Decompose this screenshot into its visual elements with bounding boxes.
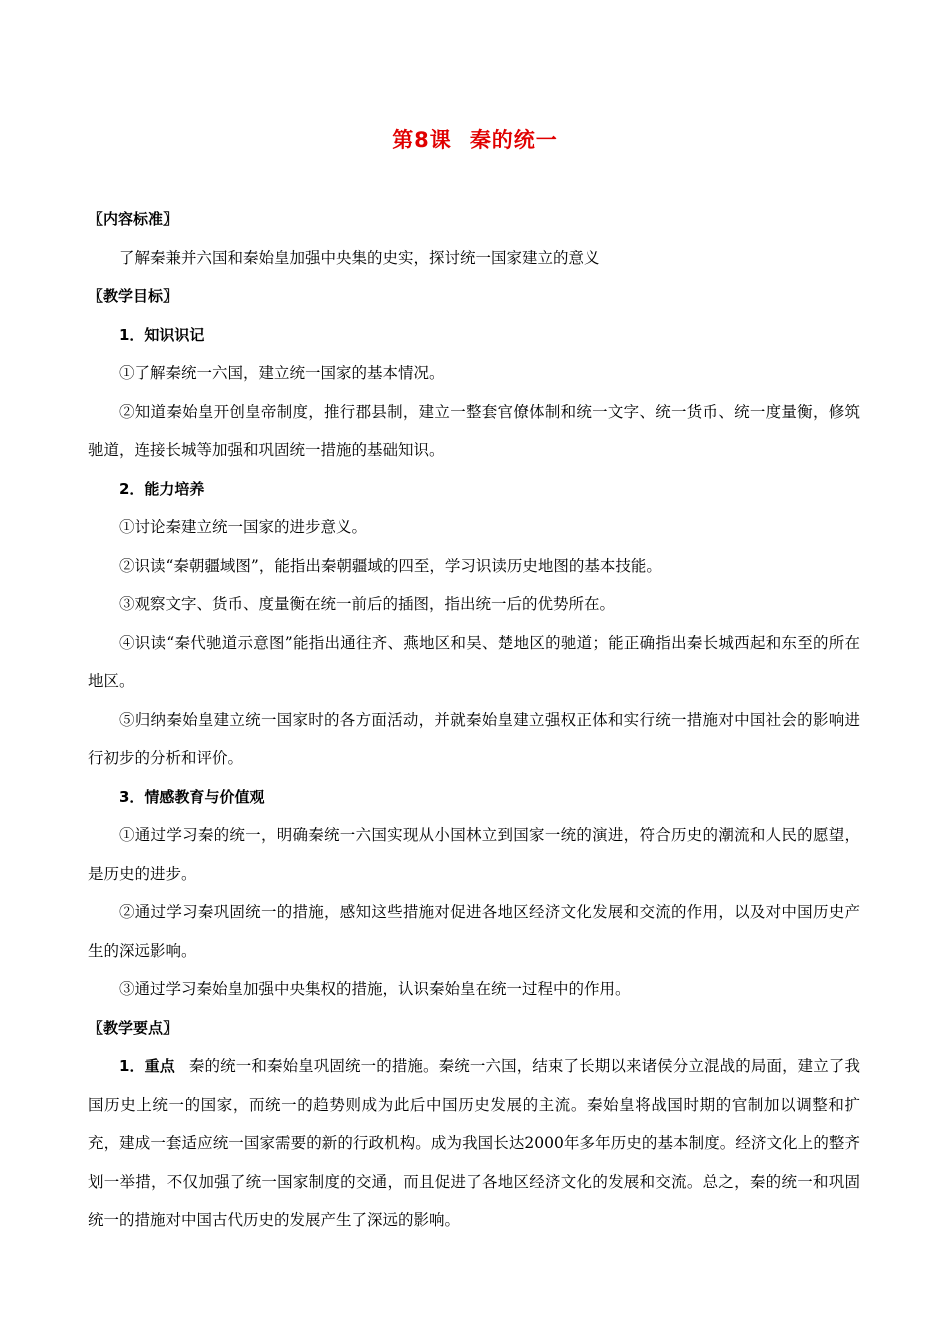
goal2-heading: 2．能力培养 — [119, 479, 205, 498]
goal3-heading: 3．情感教育与价值观 — [119, 787, 265, 806]
lesson-number: 第8课 — [392, 128, 452, 152]
content-standard-heading: 〖内容标准〗 — [88, 210, 179, 228]
content-standard-text: 了解秦兼并六国和秦始皇加强中央集的史实，探讨统一国家建立的意义 — [119, 248, 600, 267]
goal1-item: ②知道秦始皇开创皇帝制度，推行郡县制，建立一整套官僚体制和统一文字、统一货币、统一度量衡，修筑驰道，连接长城等加强和巩固统一措施的基础知识。 — [88, 402, 860, 459]
lesson-name: 秦的统一 — [469, 128, 558, 152]
teaching-goals-heading: 〖教学目标〗 — [88, 287, 179, 305]
document-body — [88, 200, 860, 1240]
goal2-item: ②识读“秦朝疆域图”，能指出秦朝疆域的四至，学习识读历史地图的基本技能。 — [119, 556, 662, 575]
goal1-item: ①了解秦统一六国，建立统一国家的基本情况。 — [119, 364, 445, 382]
key-point-1-label: 1．重点 — [119, 1057, 175, 1075]
goal2-item: ⑤归纳秦始皇建立统一国家时的各方面活动，并就秦始皇建立强权正体和实行统一措施对中国社会的影响进行初步的分析和评价。 — [88, 710, 860, 767]
goal1-heading: 1．知识识记 — [119, 325, 205, 344]
goal3-item: ②通过学习秦巩固统一的措施，感知这些措施对促进各地区经济文化发展和交流的作用，以及对中国历史产生的深远影响。 — [88, 903, 860, 960]
key-points-heading: 〖教学要点〗 — [88, 1018, 179, 1037]
page-title — [0, 124, 950, 154]
key-point-1-text: 秦的统一和秦始皇巩固统一的措施。秦统一六国，结束了长期以来诸侯分立混战的局面，建立了我国历史上统一的国家，而统一的趋势则成为此后中国历史发展的主流。秦始皇将战国时期的官制加以调整和扩充，建成一套适应统一国家需要的新的行政机构。成为我国长达2000年多年历史的基本制度。经济文化上的整齐划一举措，不仅加强了统一国家制度的交通，而且促进了各地区经济文化的发展和交流。总之，秦的统一和巩固统一的措施对中国古代历史的发展产生了深远的影响。 — [88, 1057, 861, 1229]
goal2-item: ④识读“秦代驰道示意图”能指出通往齐、燕地区和吴、楚地区的驰道；能正确指出秦长城西起和东至的所在地区。 — [88, 633, 860, 690]
goal3-item: ①通过学习秦的统一，明确秦统一六国实现从小国林立到国家一统的演进，符合历史的潮流和人民的愿望，是历史的进步。 — [88, 826, 860, 883]
key-point-1 — [88, 1047, 860, 1240]
goal2-item: ③观察文字、货币、度量衡在统一前后的插图，指出统一后的优势所在。 — [119, 595, 616, 613]
goal2-item: ①讨论秦建立统一国家的进步意义。 — [119, 518, 368, 536]
goal3-item: ③通过学习秦始皇加强中央集权的措施，认识秦始皇在统一过程中的作用。 — [119, 980, 631, 998]
